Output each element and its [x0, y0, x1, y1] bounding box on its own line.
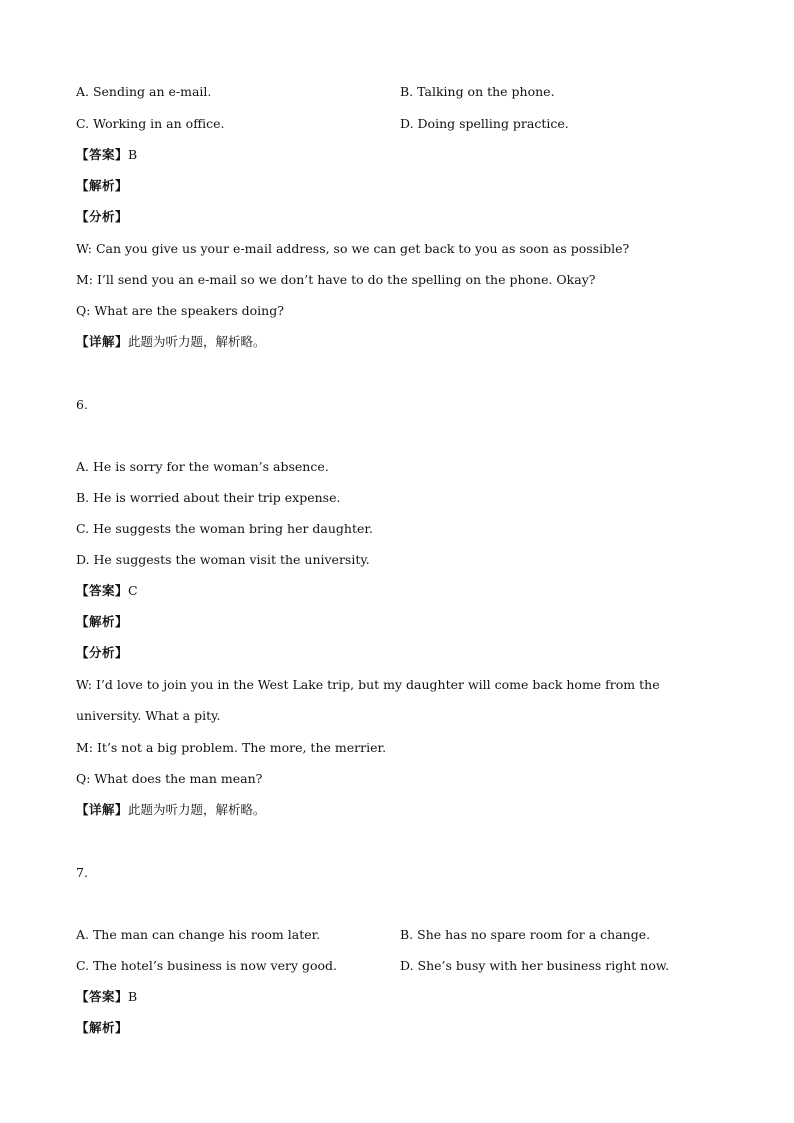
q7-option-c: C. The hotel’s business is now very good. [76, 958, 338, 973]
q7-option-b: B. She has no spare room for a change. [400, 927, 651, 942]
answer-tag: 【答案】 [76, 147, 129, 162]
q5-detail-line [76, 334, 266, 350]
q5-dialog-line: W: Can you give us your e-mail address, so we can get back to you as soon as possible? [76, 241, 630, 256]
answer-value: B [128, 147, 138, 162]
q5-fenxi-tag: 【分析】 [76, 209, 129, 224]
q6-fenxi-tag: 【分析】 [76, 645, 129, 660]
q6-dialog-line: Q: What does the man mean? [76, 771, 263, 786]
q5-dialog-line: Q: What are the speakers doing? [76, 303, 284, 318]
q6-dialog-line: university. What a pity. [76, 708, 221, 723]
q6-analysis-tag: 【解析】 [76, 614, 129, 629]
q7-analysis-tag: 【解析】 [76, 1020, 129, 1035]
q6-option-c: C. He suggests the woman bring her daughter. [76, 521, 373, 536]
q6-detail-line [76, 802, 266, 818]
q5-dialog-line: M: I’ll send you an e-mail so we don’t have to do the spelling on the phone. Okay? [76, 272, 596, 287]
answer-value: C [128, 583, 138, 598]
q6-dialog-line: M: It’s not a big problem. The more, the merrier. [76, 740, 387, 755]
answer-tag: 【答案】 [76, 989, 129, 1004]
detail-text: 此题为听力题，解析略。 [128, 802, 266, 817]
q5-option-a: A. Sending an e-mail. [76, 84, 212, 99]
q6-option-b: B. He is worried about their trip expense. [76, 490, 341, 505]
q5-analysis-tag: 【解析】 [76, 178, 129, 193]
q6-answer-line [76, 583, 138, 599]
q6-option-d: D. He suggests the woman visit the university. [76, 552, 370, 567]
q7-option-d: D. She’s busy with her business right now. [400, 958, 670, 973]
q7-number: 7. [76, 865, 88, 880]
q6-number: 6. [76, 397, 88, 412]
q6-option-a: A. He is sorry for the woman’s absence. [76, 459, 329, 474]
q7-answer-line [76, 989, 137, 1005]
q5-answer-line [76, 147, 137, 163]
detail-tag: 【详解】 [76, 802, 129, 817]
answer-tag: 【答案】 [76, 583, 129, 598]
q6-dialog-line: W: I’d love to join you in the West Lake trip, but my daughter will come back home from the [76, 677, 660, 692]
detail-tag: 【详解】 [76, 334, 129, 349]
answer-value: B [128, 989, 138, 1004]
q7-option-a: A. The man can change his room later. [76, 927, 321, 942]
q5-option-d: D. Doing spelling practice. [400, 116, 569, 131]
detail-text: 此题为听力题，解析略。 [128, 334, 266, 349]
q5-option-c: C. Working in an office. [76, 116, 225, 131]
q5-option-b: B. Talking on the phone. [400, 84, 555, 99]
